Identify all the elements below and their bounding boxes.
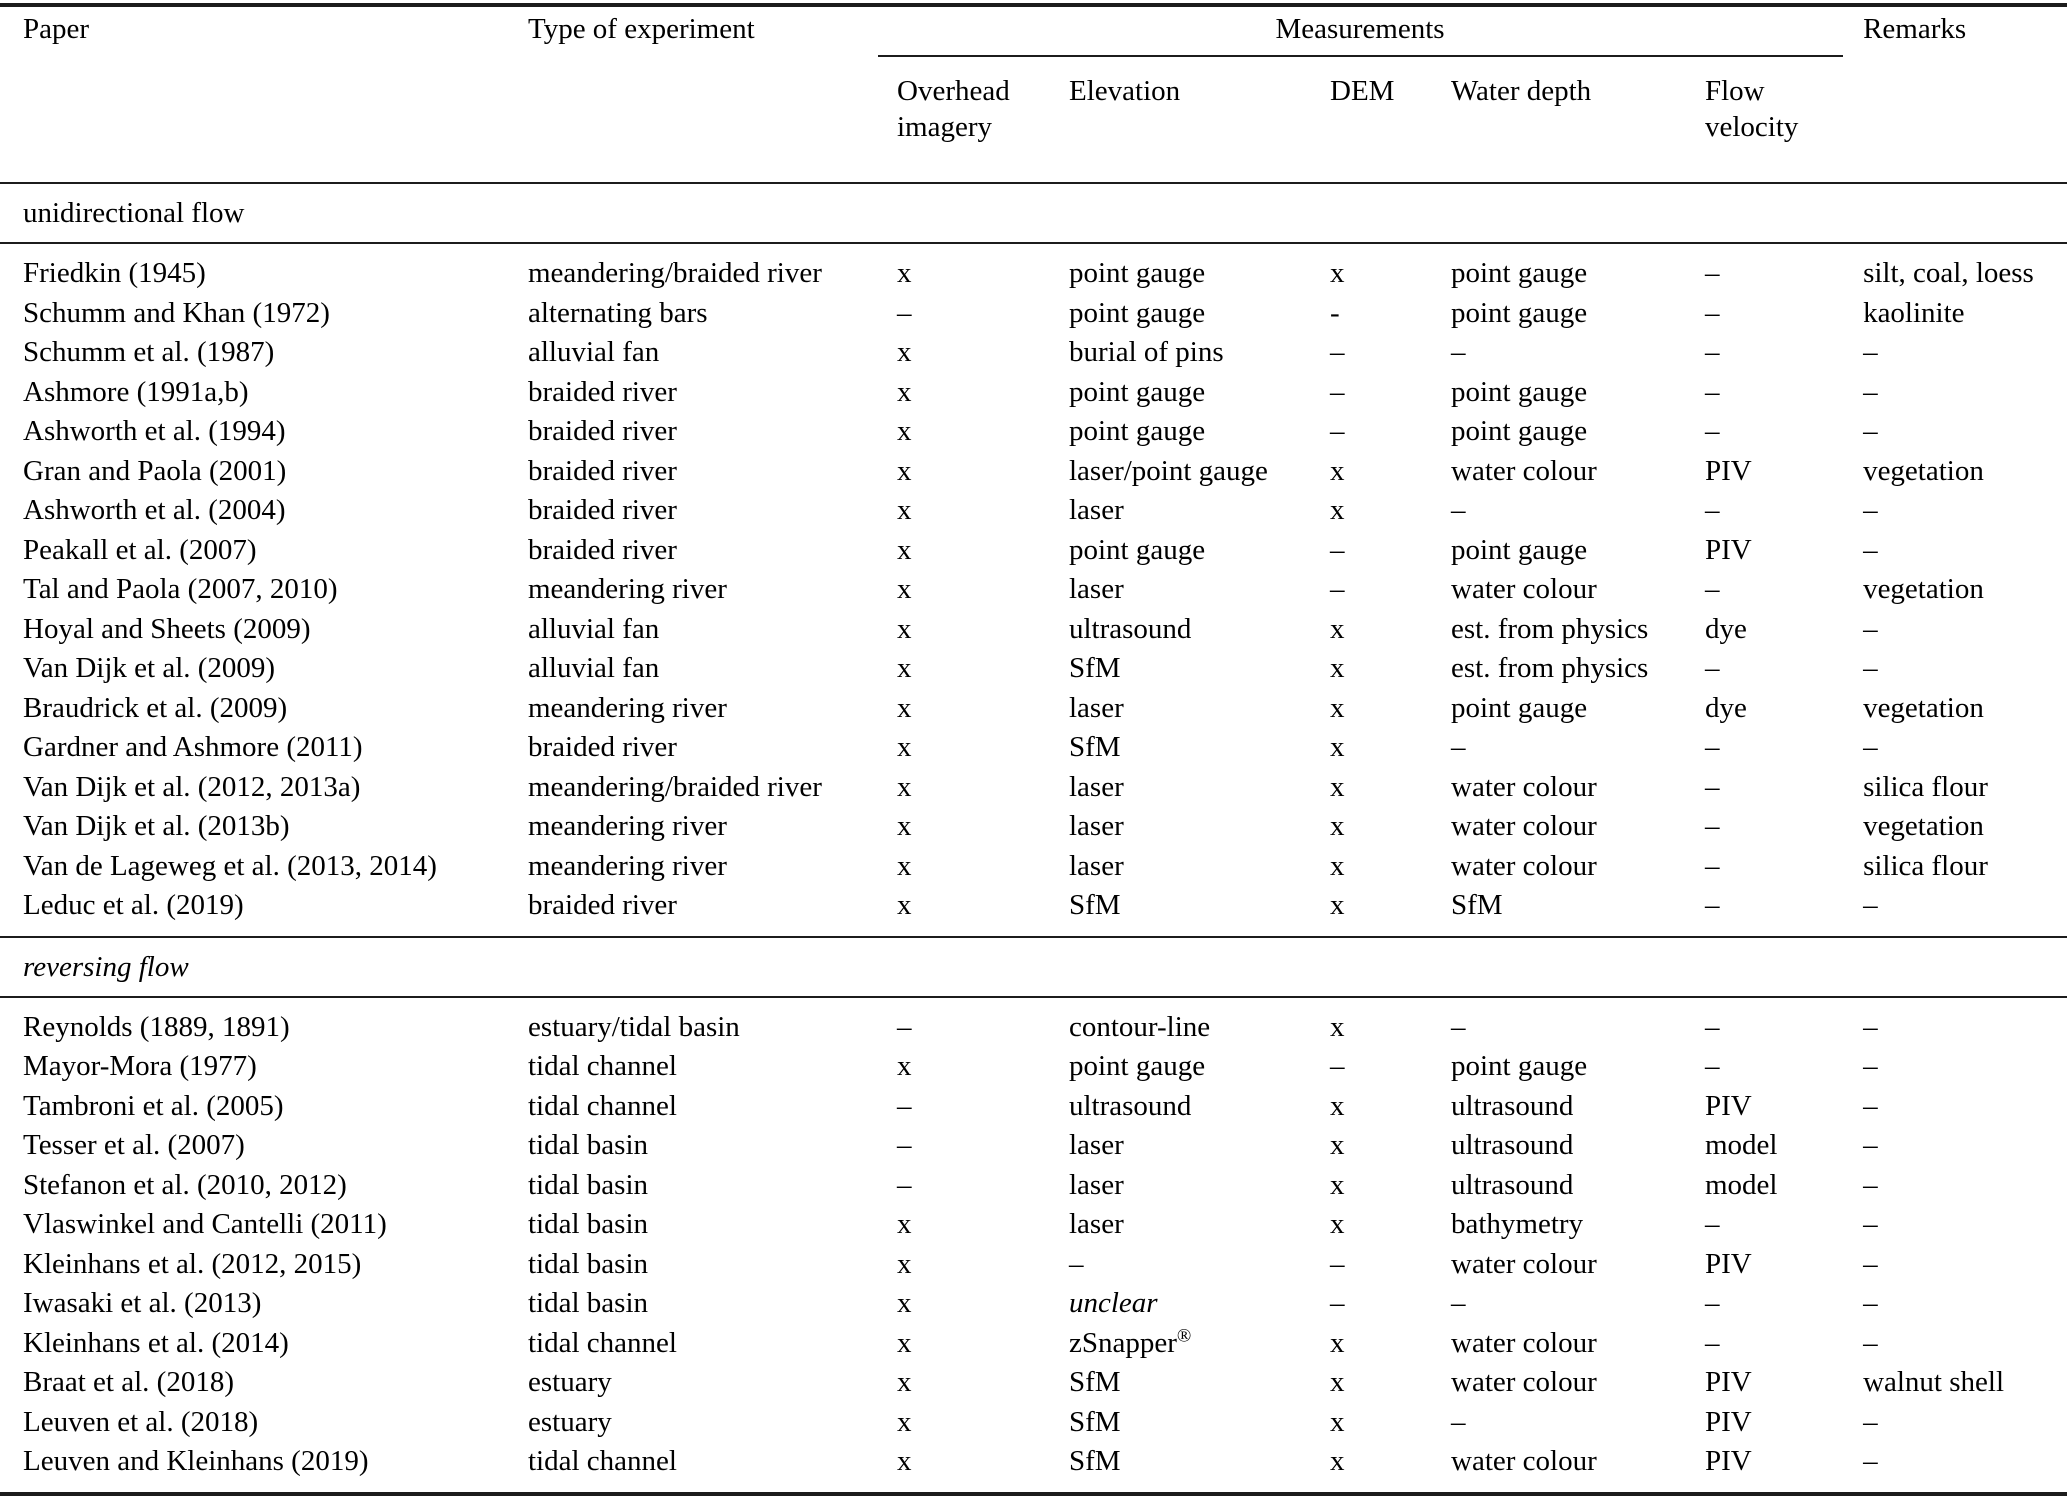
table-row: [0, 1363, 2067, 1403]
cell-flow-velocity: –: [1705, 375, 1720, 408]
cell-remarks: –: [1863, 1089, 1878, 1122]
cell-experiment: tidal channel: [528, 1089, 677, 1122]
cell-water-depth: ultrasound: [1451, 1129, 1574, 1161]
cell-flow-velocity: –: [1705, 573, 1720, 605]
cell-paper: Ashmore (1991a,b): [23, 375, 249, 408]
col-header-type-of-experiment: Type of experiment: [528, 5, 897, 183]
table-row: [0, 243, 2067, 294]
cell-paper: Ashworth et al. (2004): [23, 494, 286, 526]
table-row: [0, 333, 2067, 373]
cell-water-depth: point gauge: [1451, 533, 1588, 566]
cell-remarks: –: [1863, 1247, 1878, 1280]
cell-paper: Braat et al. (2018): [23, 1366, 234, 1398]
cell-remarks: –: [1863, 1326, 1878, 1359]
table-row: [0, 1284, 2067, 1324]
cell-paper: Schumm et al. (1987): [23, 336, 275, 368]
table-row: [0, 1087, 2067, 1127]
table-header: [0, 5, 2067, 183]
col-header-elevation: Elevation: [1069, 57, 1330, 183]
cell-elevation: [1069, 1284, 1330, 1324]
cell-experiment: tidal channel: [528, 1445, 677, 1477]
cell-remarks: silica flour: [1863, 849, 1988, 882]
cell-water-depth: water colour: [1451, 1326, 1597, 1359]
table-row: [0, 491, 2067, 531]
cell-water-depth: SfM: [1451, 889, 1503, 921]
cell-flow-velocity: PIV: [1705, 1089, 1752, 1122]
cell-remarks: –: [1863, 1445, 1878, 1477]
cell-elevation: laser: [1069, 494, 1124, 526]
cell-remarks: –: [1863, 1010, 1878, 1043]
table-row: [0, 1126, 2067, 1166]
cell-paper: Kleinhans et al. (2012, 2015): [23, 1247, 362, 1280]
cell-paper: Gran and Paola (2001): [23, 454, 287, 487]
cell-overhead-imagery: x: [897, 849, 912, 882]
cell-dem: x: [1330, 454, 1345, 487]
table-row: [0, 1047, 2067, 1087]
cell-flow-velocity: –: [1705, 1208, 1720, 1240]
table-row: [0, 1166, 2067, 1206]
cell-dem: x: [1330, 691, 1345, 724]
cell-dem: –: [1330, 415, 1345, 447]
cell-overhead-imagery: x: [897, 454, 912, 487]
cell-overhead-imagery: x: [897, 494, 912, 526]
cell-water-depth: water colour: [1451, 1366, 1597, 1398]
cell-elevation: SfM: [1069, 1366, 1121, 1398]
cell-remarks: –: [1863, 1287, 1878, 1319]
cell-overhead-imagery: –: [897, 1168, 912, 1201]
cell-experiment: meandering/braided river: [528, 770, 822, 803]
cell-elevation: point gauge: [1069, 375, 1206, 408]
cell-text: unclear: [1069, 1287, 1158, 1319]
cell-water-depth: point gauge: [1451, 691, 1588, 724]
cell-elevation: laser: [1069, 1168, 1124, 1201]
cell-paper: Van Dijk et al. (2012, 2013a): [23, 770, 361, 803]
cell-remarks: kaolinite: [1863, 296, 1965, 329]
section-label-row: [0, 937, 2067, 997]
cell-experiment: tidal channel: [528, 1326, 677, 1359]
cell-experiment: braided river: [528, 889, 677, 921]
table-row: [0, 1324, 2067, 1364]
cell-elevation: –: [1069, 1247, 1084, 1280]
section-rows-1: [0, 997, 2067, 1494]
cell-elevation: SfM: [1069, 731, 1121, 763]
cell-paper: Van Dijk et al. (2009): [23, 652, 276, 684]
cell-remarks: vegetation: [1863, 810, 1984, 842]
cell-elevation: SfM: [1069, 1405, 1121, 1438]
cell-remarks: –: [1863, 375, 1878, 408]
cell-water-depth: water colour: [1451, 810, 1597, 842]
cell-water-depth: –: [1451, 494, 1466, 526]
cell-dem: x: [1330, 1129, 1345, 1161]
measurements-underline: [878, 55, 1843, 57]
cell-dem: –: [1330, 1050, 1345, 1082]
cell-remarks: –: [1863, 336, 1878, 368]
col-header-overhead-imagery: Overhead imagery: [897, 57, 1069, 183]
cell-paper: Braudrick et al. (2009): [23, 691, 288, 724]
cell-water-depth: water colour: [1451, 1247, 1597, 1280]
cell-water-depth: est. from physics: [1451, 652, 1649, 684]
cell-experiment: braided river: [528, 415, 677, 447]
cell-flow-velocity: PIV: [1705, 1366, 1752, 1398]
table-row: [0, 886, 2067, 937]
cell-flow-velocity: –: [1705, 296, 1720, 329]
cell-paper: Reynolds (1889, 1891): [23, 1010, 290, 1043]
cell-overhead-imagery: –: [897, 1010, 912, 1043]
cell-water-depth: water colour: [1451, 770, 1597, 803]
cell-flow-velocity: –: [1705, 257, 1720, 289]
cell-elevation: SfM: [1069, 652, 1121, 684]
cell-water-depth: –: [1451, 1405, 1466, 1438]
cell-remarks: vegetation: [1863, 573, 1984, 605]
cell-remarks: –: [1863, 494, 1878, 526]
cell-paper: Kleinhans et al. (2014): [23, 1326, 289, 1359]
section-label-row: [0, 183, 2067, 243]
cell-remarks: –: [1863, 652, 1878, 684]
cell-overhead-imagery: x: [897, 375, 912, 408]
cell-overhead-imagery: –: [897, 1089, 912, 1122]
cell-experiment: meandering river: [528, 810, 727, 842]
cell-flow-velocity: PIV: [1705, 1445, 1752, 1477]
cell-flow-velocity: –: [1705, 770, 1720, 803]
cell-experiment: braided river: [528, 731, 677, 763]
cell-elevation: ultrasound: [1069, 612, 1192, 645]
cell-water-depth: bathymetry: [1451, 1208, 1584, 1240]
cell-paper: Leuven et al. (2018): [23, 1405, 259, 1438]
cell-experiment: meandering/braided river: [528, 257, 822, 289]
cell-water-depth: point gauge: [1451, 415, 1588, 447]
cell-water-depth: water colour: [1451, 573, 1597, 605]
cell-elevation: laser/point gauge: [1069, 454, 1268, 487]
cell-experiment: braided river: [528, 533, 677, 566]
cell-experiment: meandering river: [528, 849, 727, 882]
cell-experiment: tidal basin: [528, 1287, 649, 1319]
cell-dem: x: [1330, 1010, 1345, 1043]
registered-trademark-symbol: ®: [1176, 1324, 1192, 1346]
cell-experiment: alluvial fan: [528, 652, 660, 684]
measurements-label: Measurements: [1275, 13, 1445, 45]
cell-overhead-imagery: x: [897, 1208, 912, 1240]
cell-water-depth: –: [1451, 1287, 1466, 1319]
cell-water-depth: –: [1451, 1010, 1466, 1043]
cell-remarks: silt, coal, loess: [1863, 257, 2034, 289]
table-row: [0, 1403, 2067, 1443]
section-header-1: [0, 937, 2067, 997]
cell-paper: Tal and Paola (2007, 2010): [23, 573, 338, 605]
cell-dem: x: [1330, 1326, 1345, 1359]
cell-water-depth: est. from physics: [1451, 612, 1649, 645]
cell-flow-velocity: dye: [1705, 612, 1747, 645]
cell-elevation: burial of pins: [1069, 336, 1224, 368]
cell-water-depth: ultrasound: [1451, 1089, 1574, 1122]
cell-experiment: estuary: [528, 1405, 612, 1438]
cell-water-depth: water colour: [1451, 454, 1597, 487]
cell-experiment: alluvial fan: [528, 336, 660, 368]
table-row: [0, 1205, 2067, 1245]
cell-dem: x: [1330, 1445, 1345, 1477]
cell-water-depth: point gauge: [1451, 375, 1588, 408]
cell-dem: –: [1330, 375, 1345, 408]
cell-dem: x: [1330, 1089, 1345, 1122]
cell-elevation: [1069, 1324, 1330, 1364]
cell-flow-velocity: PIV: [1705, 1247, 1752, 1280]
table-row: [0, 689, 2067, 729]
cell-flow-velocity: PIV: [1705, 533, 1752, 566]
cell-elevation: laser: [1069, 849, 1124, 882]
section-label: unidirectional flow: [0, 183, 2067, 243]
col-header-paper: Paper: [0, 5, 528, 183]
col-header-remarks: Remarks: [1863, 5, 2067, 183]
cell-flow-velocity: model: [1705, 1168, 1778, 1201]
cell-dem: x: [1330, 257, 1345, 289]
col-header-measurements: [897, 5, 1863, 57]
cell-paper: Peakall et al. (2007): [23, 533, 257, 566]
cell-paper: Vlaswinkel and Cantelli (2011): [23, 1208, 387, 1240]
cell-dem: x: [1330, 1405, 1345, 1438]
cell-paper: Leduc et al. (2019): [23, 889, 244, 921]
cell-remarks: –: [1863, 1050, 1878, 1082]
cell-paper: Schumm and Khan (1972): [23, 296, 330, 329]
cell-paper: Tesser et al. (2007): [23, 1129, 245, 1161]
cell-remarks: vegetation: [1863, 454, 1984, 487]
cell-dem: x: [1330, 1366, 1345, 1398]
cell-overhead-imagery: x: [897, 533, 912, 566]
cell-elevation: SfM: [1069, 889, 1121, 921]
cell-remarks: –: [1863, 731, 1878, 763]
cell-overhead-imagery: x: [897, 691, 912, 724]
cell-remarks: –: [1863, 415, 1878, 447]
cell-paper: Leuven and Kleinhans (2019): [23, 1445, 369, 1477]
cell-experiment: tidal basin: [528, 1168, 649, 1201]
cell-paper: Ashworth et al. (1994): [23, 415, 286, 447]
cell-water-depth: water colour: [1451, 1445, 1597, 1477]
table-row: [0, 649, 2067, 689]
cell-dem: x: [1330, 889, 1345, 921]
cell-remarks: walnut shell: [1863, 1366, 2005, 1398]
cell-flow-velocity: –: [1705, 1287, 1720, 1319]
cell-flow-velocity: –: [1705, 810, 1720, 842]
cell-water-depth: –: [1451, 731, 1466, 763]
table-row: [0, 412, 2067, 452]
cell-experiment: tidal basin: [528, 1208, 649, 1240]
cell-dem: -: [1330, 296, 1340, 329]
cell-experiment: braided river: [528, 454, 677, 487]
cell-overhead-imagery: x: [897, 889, 912, 921]
cell-elevation: laser: [1069, 770, 1124, 803]
table-row: [0, 997, 2067, 1048]
experiments-table: [0, 3, 2067, 1496]
cell-overhead-imagery: x: [897, 1326, 912, 1359]
cell-dem: –: [1330, 533, 1345, 566]
table-row: [0, 847, 2067, 887]
cell-experiment: tidal basin: [528, 1129, 649, 1161]
cell-experiment: braided river: [528, 494, 677, 526]
cell-flow-velocity: –: [1705, 415, 1720, 447]
cell-paper: Mayor-Mora (1977): [23, 1050, 257, 1082]
cell-dem: x: [1330, 770, 1345, 803]
col-header-flow-velocity: Flow velocity: [1705, 57, 1863, 183]
cell-overhead-imagery: x: [897, 1247, 912, 1280]
section-rows-0: [0, 243, 2067, 937]
table-row: [0, 807, 2067, 847]
cell-overhead-imagery: x: [897, 1287, 912, 1319]
cell-paper: Iwasaki et al. (2013): [23, 1287, 262, 1319]
cell-overhead-imagery: –: [897, 296, 912, 329]
cell-remarks: –: [1863, 889, 1878, 921]
cell-water-depth: point gauge: [1451, 296, 1588, 329]
cell-elevation: point gauge: [1069, 533, 1206, 566]
cell-overhead-imagery: x: [897, 1445, 912, 1477]
cell-overhead-imagery: x: [897, 415, 912, 447]
cell-overhead-imagery: x: [897, 612, 912, 645]
cell-text: zSnapper: [1069, 1326, 1177, 1359]
cell-dem: –: [1330, 1287, 1345, 1319]
cell-remarks: –: [1863, 1208, 1878, 1240]
cell-water-depth: –: [1451, 336, 1466, 368]
cell-paper: Hoyal and Sheets (2009): [23, 612, 311, 645]
col-header-water-depth: Water depth: [1451, 57, 1705, 183]
cell-overhead-imagery: x: [897, 810, 912, 842]
cell-overhead-imagery: x: [897, 731, 912, 763]
cell-flow-velocity: –: [1705, 1010, 1720, 1043]
cell-overhead-imagery: x: [897, 257, 912, 289]
table-row: [0, 768, 2067, 808]
cell-remarks: silica flour: [1863, 770, 1988, 803]
cell-dem: x: [1330, 849, 1345, 882]
cell-experiment: alluvial fan: [528, 612, 660, 645]
table-row: [0, 610, 2067, 650]
cell-elevation: laser: [1069, 1129, 1124, 1161]
cell-flow-velocity: –: [1705, 494, 1720, 526]
col-header-dem: DEM: [1330, 57, 1451, 183]
cell-flow-velocity: –: [1705, 1326, 1720, 1359]
cell-dem: x: [1330, 731, 1345, 763]
cell-flow-velocity: –: [1705, 849, 1720, 882]
cell-flow-velocity: –: [1705, 652, 1720, 684]
cell-water-depth: point gauge: [1451, 257, 1588, 289]
cell-elevation: ultrasound: [1069, 1089, 1192, 1122]
table-row: [0, 373, 2067, 413]
table-row: [0, 1442, 2067, 1494]
table-row: [0, 1245, 2067, 1285]
cell-experiment: alternating bars: [528, 296, 708, 329]
cell-overhead-imagery: x: [897, 1050, 912, 1082]
cell-flow-velocity: –: [1705, 889, 1720, 921]
cell-flow-velocity: –: [1705, 731, 1720, 763]
cell-dem: x: [1330, 810, 1345, 842]
cell-experiment: meandering river: [528, 691, 727, 724]
cell-experiment: estuary/tidal basin: [528, 1010, 740, 1043]
table-row: [0, 570, 2067, 610]
cell-remarks: –: [1863, 1129, 1878, 1161]
cell-dem: –: [1330, 573, 1345, 605]
section-header-0: [0, 183, 2067, 243]
cell-overhead-imagery: –: [897, 1129, 912, 1161]
table-row: [0, 728, 2067, 768]
cell-flow-velocity: model: [1705, 1129, 1778, 1161]
cell-paper: Gardner and Ashmore (2011): [23, 731, 363, 763]
cell-paper: Tambroni et al. (2005): [23, 1089, 284, 1122]
cell-elevation: point gauge: [1069, 257, 1206, 289]
cell-elevation: laser: [1069, 573, 1124, 605]
cell-experiment: estuary: [528, 1366, 612, 1398]
cell-remarks: –: [1863, 612, 1878, 645]
cell-elevation: laser: [1069, 691, 1124, 724]
cell-experiment: meandering river: [528, 573, 727, 605]
cell-dem: x: [1330, 652, 1345, 684]
cell-overhead-imagery: x: [897, 770, 912, 803]
table-row: [0, 294, 2067, 334]
cell-experiment: tidal channel: [528, 1050, 677, 1082]
cell-dem: x: [1330, 494, 1345, 526]
table-row: [0, 531, 2067, 571]
cell-dem: x: [1330, 612, 1345, 645]
cell-elevation: SfM: [1069, 1445, 1121, 1477]
cell-paper: Van de Lageweg et al. (2013, 2014): [23, 849, 437, 882]
cell-water-depth: water colour: [1451, 849, 1597, 882]
cell-remarks: –: [1863, 1405, 1878, 1438]
cell-paper: Stefanon et al. (2010, 2012): [23, 1168, 347, 1201]
cell-elevation: point gauge: [1069, 1050, 1206, 1082]
cell-elevation: laser: [1069, 1208, 1124, 1240]
cell-dem: –: [1330, 336, 1345, 368]
cell-flow-velocity: PIV: [1705, 454, 1752, 487]
cell-elevation: point gauge: [1069, 296, 1206, 329]
cell-overhead-imagery: x: [897, 336, 912, 368]
cell-overhead-imagery: x: [897, 1405, 912, 1438]
header-row-top: [0, 5, 2067, 57]
cell-flow-velocity: PIV: [1705, 1405, 1752, 1438]
cell-dem: –: [1330, 1247, 1345, 1280]
cell-water-depth: ultrasound: [1451, 1168, 1574, 1201]
cell-overhead-imagery: x: [897, 573, 912, 605]
table-row: [0, 452, 2067, 492]
cell-paper: Friedkin (1945): [23, 257, 206, 289]
cell-remarks: vegetation: [1863, 691, 1984, 724]
cell-elevation: point gauge: [1069, 415, 1206, 447]
cell-experiment: tidal basin: [528, 1247, 649, 1280]
cell-elevation: contour-line: [1069, 1010, 1211, 1043]
cell-dem: x: [1330, 1168, 1345, 1201]
cell-remarks: –: [1863, 533, 1878, 566]
cell-remarks: –: [1863, 1168, 1878, 1201]
cell-water-depth: point gauge: [1451, 1050, 1588, 1082]
cell-flow-velocity: –: [1705, 1050, 1720, 1082]
cell-flow-velocity: –: [1705, 336, 1720, 368]
cell-dem: x: [1330, 1208, 1345, 1240]
cell-paper: Van Dijk et al. (2013b): [23, 810, 290, 842]
cell-flow-velocity: dye: [1705, 691, 1747, 724]
section-label: reversing flow: [0, 937, 2067, 997]
cell-elevation: laser: [1069, 810, 1124, 842]
cell-experiment: braided river: [528, 375, 677, 408]
cell-overhead-imagery: x: [897, 652, 912, 684]
cell-overhead-imagery: x: [897, 1366, 912, 1398]
